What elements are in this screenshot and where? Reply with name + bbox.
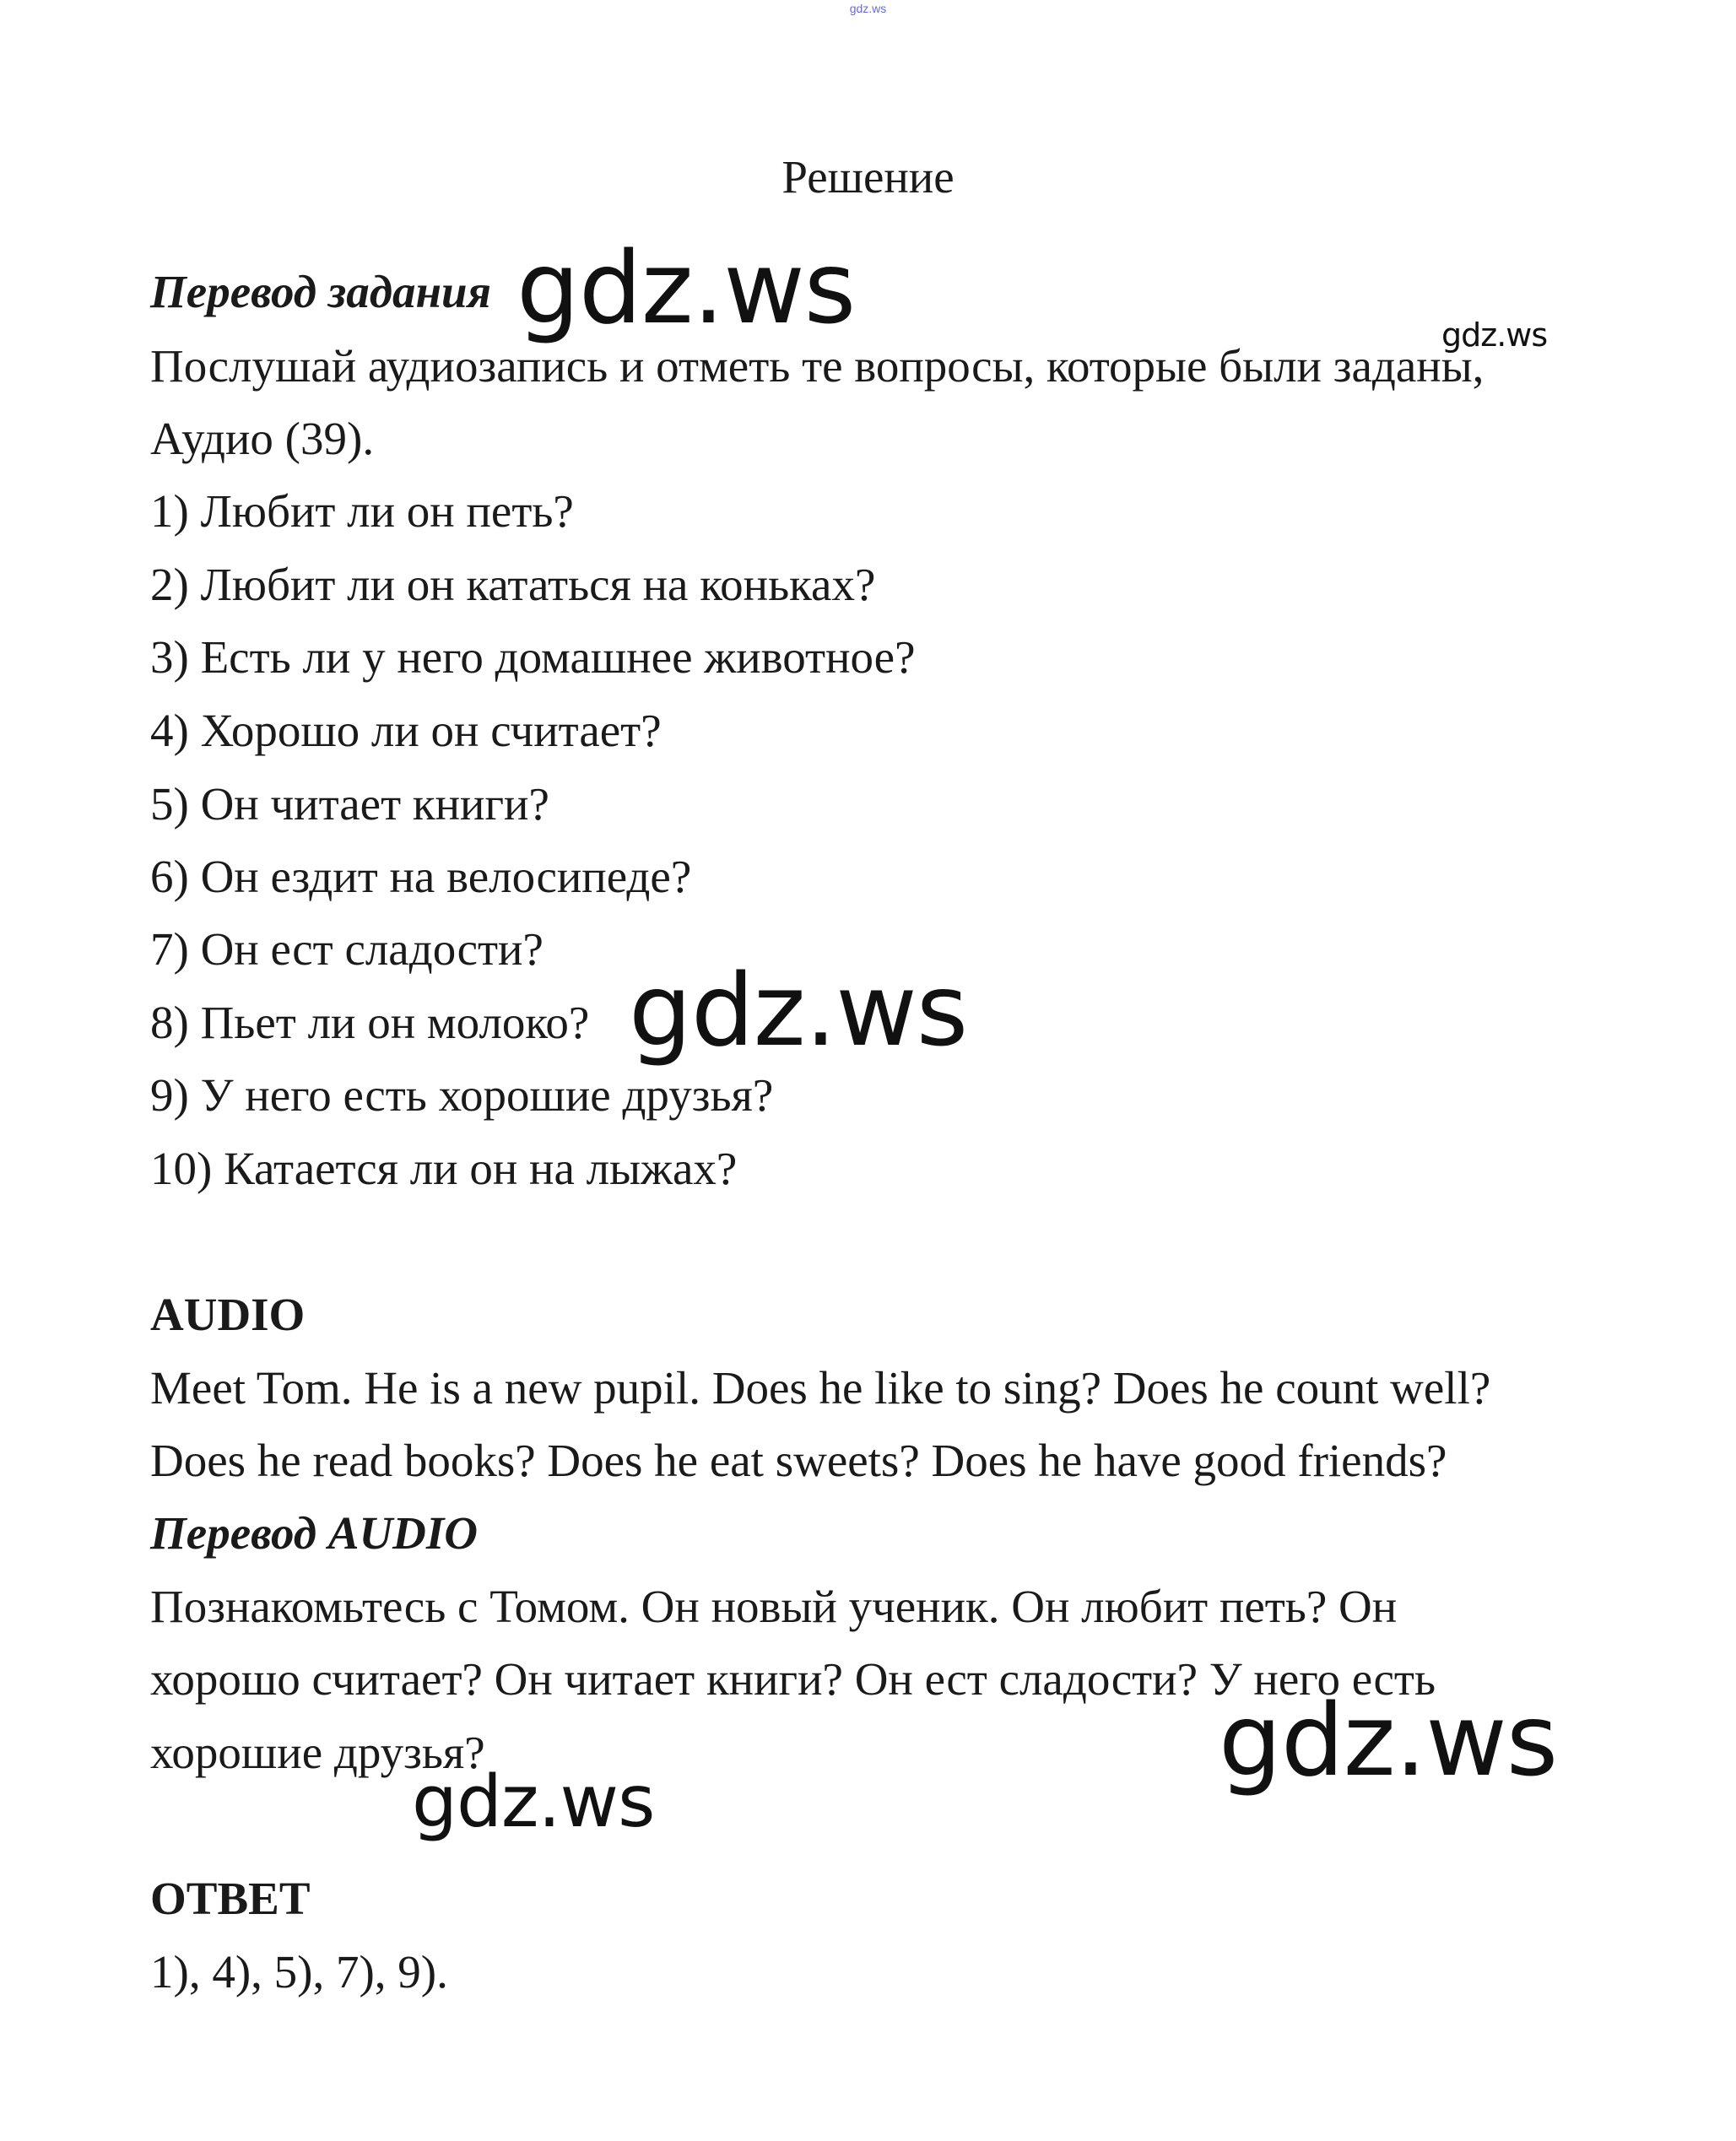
question-item: 10) Катается ли он на лыжах? (150, 1143, 738, 1194)
question-item: 2) Любит ли он кататься на коньках? (150, 559, 876, 610)
audio-line-1: Meet Tom. He is a new pupil. Does he like to sing? Does he count well? (150, 1362, 1491, 1414)
watermark: gdz.ws (1219, 1682, 1558, 1798)
answer-value: 1), 4), 5), 7), 9). (150, 1946, 448, 1998)
translation-heading: Перевод задания (150, 266, 491, 317)
instruction-line-2: Аудио (39). (150, 413, 375, 464)
audio-translation-line-1: Познакомьтесь с Томом. Он новый ученик. Он любит петь? Он (150, 1581, 1398, 1632)
question-item: 5) Он читает книги? (150, 778, 549, 830)
question-item: 8) Пьет ли он молоко? (150, 997, 590, 1048)
question-item: 6) Он ездит на велосипеде? (150, 851, 692, 902)
watermark: gdz.ws (516, 230, 856, 346)
audio-line-2: Does he read books? Does he eat sweets? Does he have good friends? (150, 1435, 1447, 1486)
audio-translation-line-2: хорошо считает? Он читает книги? Он ест сладости? У него есть (150, 1653, 1436, 1705)
question-item: 1) Любит ли он петь? (150, 485, 574, 537)
audio-heading: AUDIO (150, 1289, 306, 1340)
site-mark: gdz.ws (849, 2, 887, 15)
audio-translation-heading: Перевод AUDIO (150, 1507, 479, 1559)
answer-heading: ОТВЕТ (150, 1873, 311, 1924)
audio-translation-line-3: хорошие друзья? (150, 1727, 485, 1778)
watermark: gdz.ws (412, 1760, 655, 1844)
page-title: Решение (781, 151, 955, 203)
question-item: 9) У него есть хорошие друзья? (150, 1069, 774, 1121)
watermark: gdz.ws (629, 952, 968, 1068)
question-item: 7) Он ест сладости? (150, 923, 544, 975)
question-item: 3) Есть ли у него домашнее животное? (150, 631, 916, 683)
watermark: gdz.ws (1441, 316, 1548, 354)
question-item: 4) Хорошо ли он считает? (150, 705, 662, 756)
instruction-line-1: Послушай аудиозапись и отметь те вопросы, которые были заданы, (150, 340, 1485, 392)
